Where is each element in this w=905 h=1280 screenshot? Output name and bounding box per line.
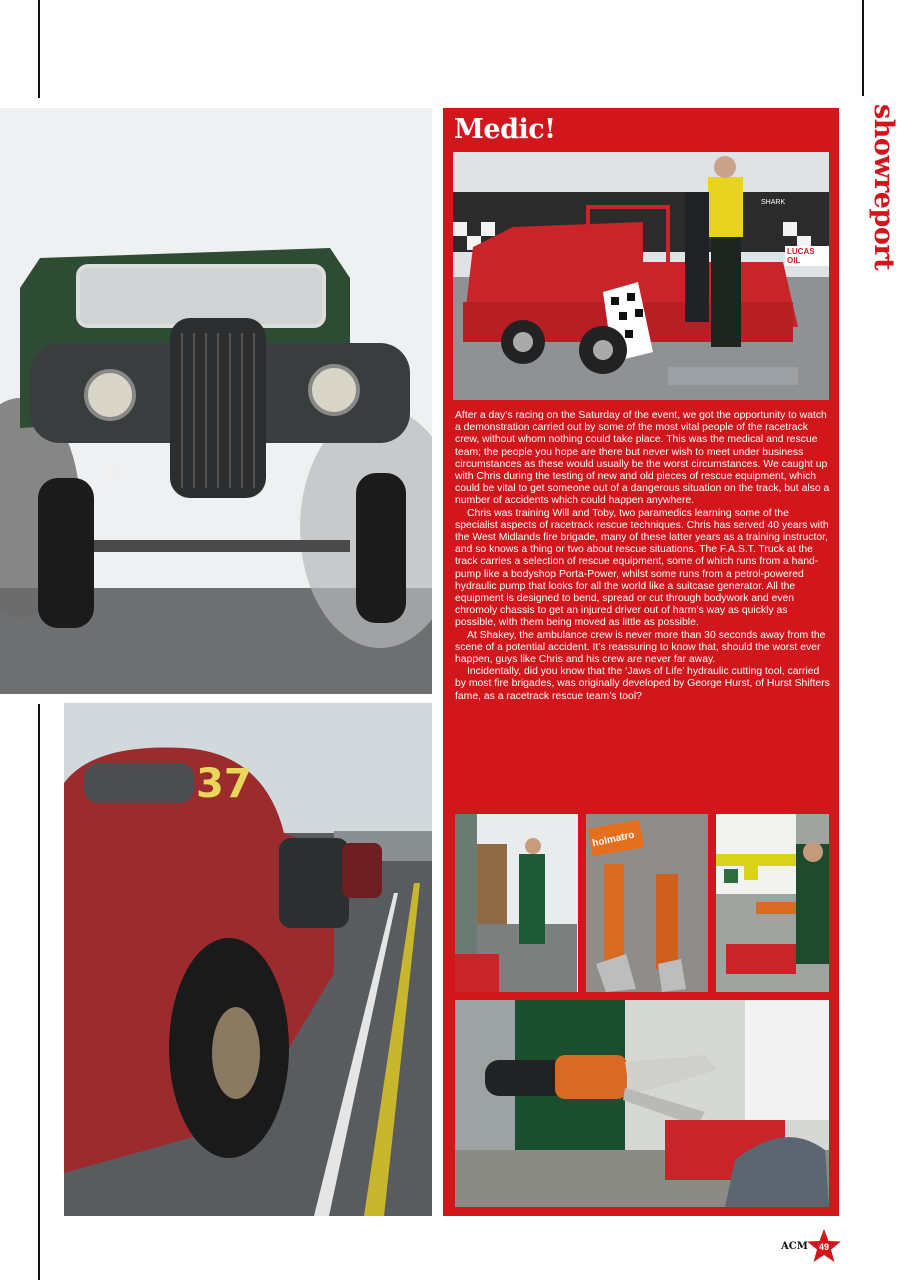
red-car-number-text: 37 <box>196 761 252 807</box>
green-car-plate-text: GVS 622 <box>108 466 123 481</box>
bottom-left-rule <box>38 704 40 1280</box>
article-paragraph-4: Incidentally, did you know that the ‘Jaws of Life’ hydraulic cutting tool, carried by most fire brigades, was originally developed by George Hurst, of Hurst Shifters fame, as a racetrack rescue team’s tool? <box>455 666 830 702</box>
article-paragraph-3: At Shakey, the ambulance crew is never more than 30 seconds away from the scene of a potential accident. It’s reassuring to know that, should the worst ever happen, guys like Chris and his crew are never far away. <box>455 629 826 666</box>
article-paragraph-1: After a day’s racing on the Saturday of the event, we got the opportunity to watch a demonstration carried out by some of the most vital people of the racetrack crew, without whom nothing could take place. This was the medical and rescue team; the people you hope are there but never wish to meet under business circumstances as these would usually be the worst circumstances. We caught up with Chris during the testing of new and old pieces of rescue equipment, which could be vital to get someone out of a dangerous situation on the track, but also a number of accidents which could happen anywhere. <box>455 410 830 507</box>
top-left-rule <box>38 0 40 98</box>
truck-sign-text: SHARK <box>761 199 786 206</box>
article-body <box>455 410 831 703</box>
magazine-brand: ACM <box>781 1241 808 1252</box>
ambulance-demo-photo <box>716 814 829 992</box>
right-rule <box>862 0 864 96</box>
truck-banner-text: LUCAS OIL <box>785 246 829 266</box>
page-number: 49 <box>818 1242 829 1252</box>
green-hotrod-photo <box>0 108 432 694</box>
jaws-of-life-photo <box>455 1000 829 1207</box>
hydraulic-tools-photo <box>586 814 708 992</box>
red-coupe-photo <box>64 703 432 1216</box>
article-title: Medic! <box>454 114 556 145</box>
paramedic-room-photo <box>455 814 578 992</box>
tool-brand-text: holmatro <box>591 829 636 850</box>
rescue-truck-photo <box>453 152 829 400</box>
article-paragraph-2: Chris was training Will and Toby, two paramedics learning some of the specialist aspects of racetrack rescue techniques. Chris has served 40 years with the West Midlands fire brigade, many of these latter years as a training instructor, and so knows a thing or two about rescue situations. The F.A.S.T. Truck at the track carries a selection of rescue equipment, some of which runs from a hand-pump like a bodyshop Porta-Power, whilst some runs from a petrol-powered hydraulic pump that looks for all the world like a suitcase generator. All the equipment is designed to bend, spread or cut through bodywork and even chromoly chassis to get an injured driver out of harm’s way as quickly as possible, with them being moved as little as possible. <box>455 507 829 629</box>
section-label: showreport <box>868 104 899 271</box>
